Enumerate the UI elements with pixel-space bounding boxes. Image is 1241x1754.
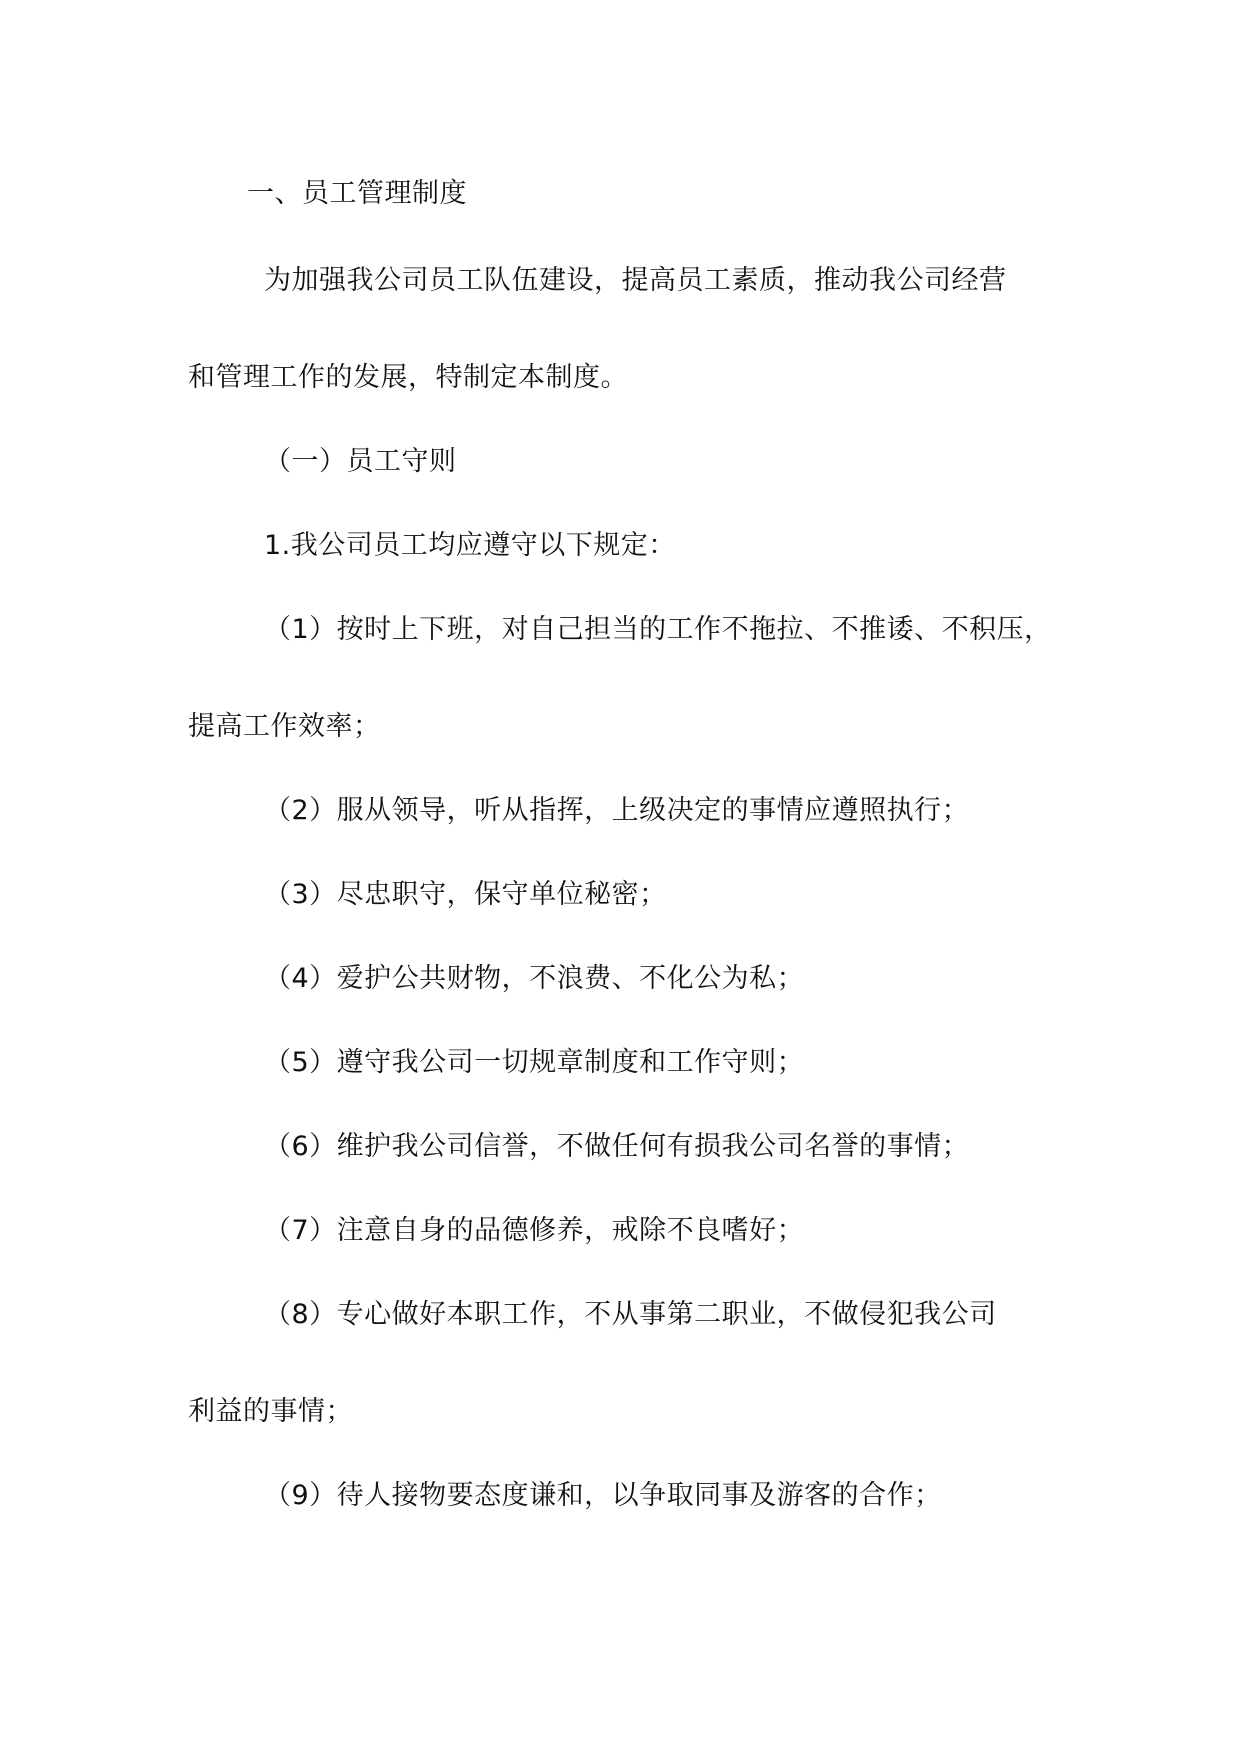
rule-item-1-line-1: （1）按时上下班，对自己担当的工作不拖拉、不推诿、不积压， [264, 614, 1052, 645]
rule-item-9: （9）待人接物要态度谦和，以争取同事及游客的合作； [264, 1480, 942, 1511]
rule-item-8-line-2: 利益的事情； [188, 1396, 353, 1427]
rule-item-5: （5）遵守我公司一切规章制度和工作守则； [264, 1047, 805, 1078]
rule-item-7: （7）注意自身的品德修养，戒除不良嗜好； [264, 1215, 805, 1246]
rule-item-8-line-1: （8）专心做好本职工作，不从事第二职业，不做侵犯我公司 [264, 1299, 997, 1330]
rule-item-4: （4）爱护公共财物，不浪费、不化公为私； [264, 963, 805, 994]
subsection-title: （一）员工守则 [264, 446, 457, 477]
rule-item-2: （2）服从领导，听从指挥，上级决定的事情应遵照执行； [264, 795, 970, 826]
intro-paragraph-line-1: 为加强我公司员工队伍建设，提高员工素质，推动我公司经营 [264, 265, 1007, 296]
rule-item-1-line-2: 提高工作效率； [188, 711, 381, 742]
section-title: 一、员工管理制度 [247, 178, 467, 209]
rule-item-3: （3）尽忠职守，保守单位秘密； [264, 879, 667, 910]
rule-item-6: （6）维护我公司信誉，不做任何有损我公司名誉的事情； [264, 1131, 970, 1162]
intro-paragraph-line-2: 和管理工作的发展，特制定本制度。 [188, 362, 628, 393]
rule-heading: 1.我公司员工均应遵守以下规定： [264, 530, 676, 561]
